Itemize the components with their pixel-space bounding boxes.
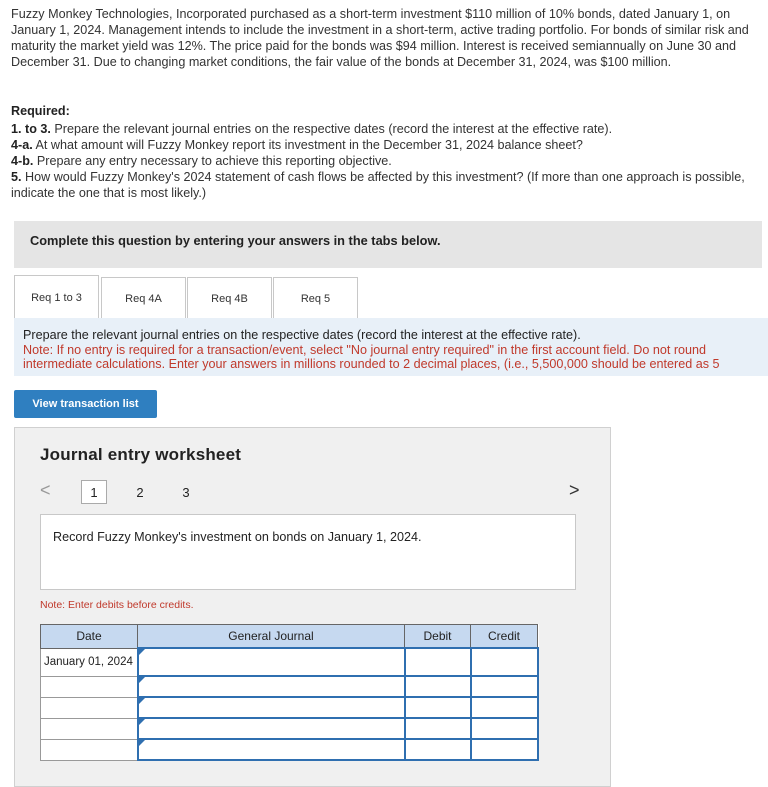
date-cell (41, 739, 138, 760)
date-cell (41, 718, 138, 739)
requirement-4b: 4-b. Prepare any entry necessary to achieve this reporting objective. (11, 154, 392, 168)
problem-intro: Fuzzy Monkey Technologies, Incorporated purchased as a short-term investment $110 million of 10% bonds, dated January 1, on January 1, 2024. Management intends to include the investment in a short-term, active trading portfolio. For bonds of similar risk and maturity the market yield was 12%. The price paid for the bonds was $94 million. Interest is received semiannually on June 30 and December 31. Due to changing market conditions, the fair value of the bonds at December 31, 2024, was $100 million. (11, 7, 749, 69)
credit-input[interactable] (471, 697, 538, 718)
table-row (41, 718, 538, 739)
table-row (41, 697, 538, 718)
tab-instructions (23, 328, 768, 372)
debit-input[interactable] (405, 697, 471, 718)
col-general-journal-header: General Journal (138, 625, 405, 649)
transaction-prompt-box (40, 514, 576, 590)
debit-input[interactable] (405, 739, 471, 760)
requirements-list (11, 121, 756, 201)
account-input[interactable] (138, 739, 405, 760)
debit-input[interactable] (405, 648, 471, 676)
page-1-button[interactable]: 1 (81, 480, 107, 504)
account-input[interactable] (138, 676, 405, 697)
col-credit-header: Credit (471, 625, 538, 649)
journal-entry-table (40, 624, 539, 761)
date-cell: January 01, 2024 (41, 648, 138, 676)
instruction-line: Prepare the relevant journal entries on the respective dates (record the interest at the effective rate). (23, 328, 581, 342)
credit-input[interactable] (471, 676, 538, 697)
instruction-note-1: Note: If no entry is required for a transaction/event, select "No journal entry required" in the first account field. Do not round (23, 342, 707, 357)
requirement-4a: 4-a. At what amount will Fuzzy Monkey report its investment in the December 31, 2024 balance sheet? (11, 138, 583, 152)
instruction-note-2: intermediate calculations. Enter your answers in millions rounded to 2 decimal places, (i.e., 5,500,000 should be entered as 5 (23, 357, 720, 371)
page-2-button[interactable]: 2 (136, 484, 144, 500)
col-debit-header: Debit (405, 625, 471, 649)
table-row (41, 739, 538, 760)
tab-req-1-3[interactable]: Req 1 to 3 (14, 275, 99, 319)
date-cell (41, 676, 138, 697)
tab-req-4b[interactable]: Req 4B (187, 277, 272, 319)
requirement-1-3: 1. to 3. Prepare the relevant journal entries on the respective dates (record the interest at the effective rate). (11, 122, 613, 136)
requirement-5: 5. How would Fuzzy Monkey's 2024 statement of cash flows be affected by this investment? (If more than one approach is possible, indicate the one that is most likely.) (11, 170, 745, 200)
transaction-prompt: Record Fuzzy Monkey's investment on bonds on January 1, 2024. (53, 530, 422, 544)
prev-page-icon[interactable]: < (40, 480, 51, 500)
date-cell (41, 697, 138, 718)
account-input[interactable] (138, 718, 405, 739)
table-row (41, 648, 538, 676)
view-transaction-list-button[interactable]: View transaction list (14, 390, 157, 418)
credit-input[interactable] (471, 648, 538, 676)
instruction-banner (14, 221, 762, 268)
worksheet-title: Journal entry worksheet (40, 445, 242, 464)
required-heading: Required: (11, 104, 70, 118)
page-3-button[interactable]: 3 (182, 484, 190, 500)
col-date-header: Date (41, 625, 138, 649)
account-input[interactable] (138, 697, 405, 718)
requirement-tabs (14, 275, 768, 319)
tab-req-5[interactable]: Req 5 (273, 277, 358, 319)
account-input[interactable] (138, 648, 405, 676)
credit-input[interactable] (471, 718, 538, 739)
debits-credits-note: Note: Enter debits before credits. (40, 599, 194, 611)
debit-input[interactable] (405, 718, 471, 739)
credit-input[interactable] (471, 739, 538, 760)
banner-text: Complete this question by entering your answers in the tabs below. (30, 233, 441, 248)
debit-input[interactable] (405, 676, 471, 697)
next-page-icon[interactable]: > (569, 480, 580, 500)
table-row (41, 676, 538, 697)
tab-req-4a[interactable]: Req 4A (101, 277, 186, 319)
